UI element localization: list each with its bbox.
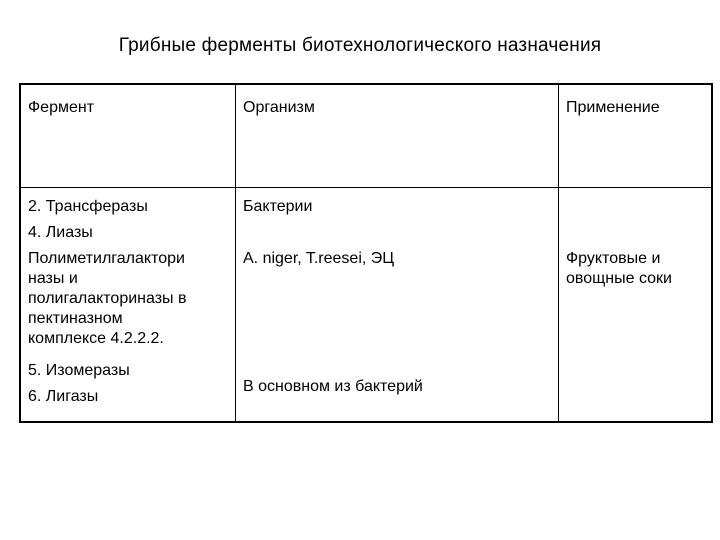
enzyme-table (19, 83, 713, 423)
column-divider-2 (558, 85, 559, 421)
slide-title: Грибные ферменты биотехнологического назначения (118, 35, 602, 56)
enzyme-pectinases-line: пектиназном (28, 310, 123, 327)
enzyme-pectinases-line: полигалакториназы в (28, 290, 187, 307)
enzyme-ligases: 6. Лигазы (28, 388, 99, 405)
application-pectinases-line: Фруктовые и (566, 250, 661, 267)
organism-transferases: Бактерии (243, 198, 313, 215)
header-enzyme: Фермент (28, 99, 95, 116)
header-row-divider (21, 187, 711, 188)
column-divider-1 (235, 85, 236, 421)
organism-ligases: В основном из бактерий (243, 378, 423, 395)
header-organism: Организм (243, 99, 315, 116)
enzyme-transferases: 2. Трансферазы (28, 198, 148, 215)
application-pectinases (566, 249, 672, 289)
enzyme-pectinases-line: комплексе 4.2.2.2. (28, 330, 164, 347)
organism-pectinases: A. niger, T.reesei, ЭЦ (243, 250, 395, 267)
enzyme-isomerases: 5. Изомеразы (28, 362, 130, 379)
enzyme-lyases: 4. Лиазы (28, 224, 93, 241)
enzyme-pectinases (28, 249, 187, 349)
enzyme-pectinases-line: назы и (28, 270, 78, 287)
enzyme-pectinases-line: Полиметилгалактори (28, 250, 185, 267)
application-pectinases-line: овощные соки (566, 270, 672, 287)
header-application: Применение (566, 99, 660, 116)
